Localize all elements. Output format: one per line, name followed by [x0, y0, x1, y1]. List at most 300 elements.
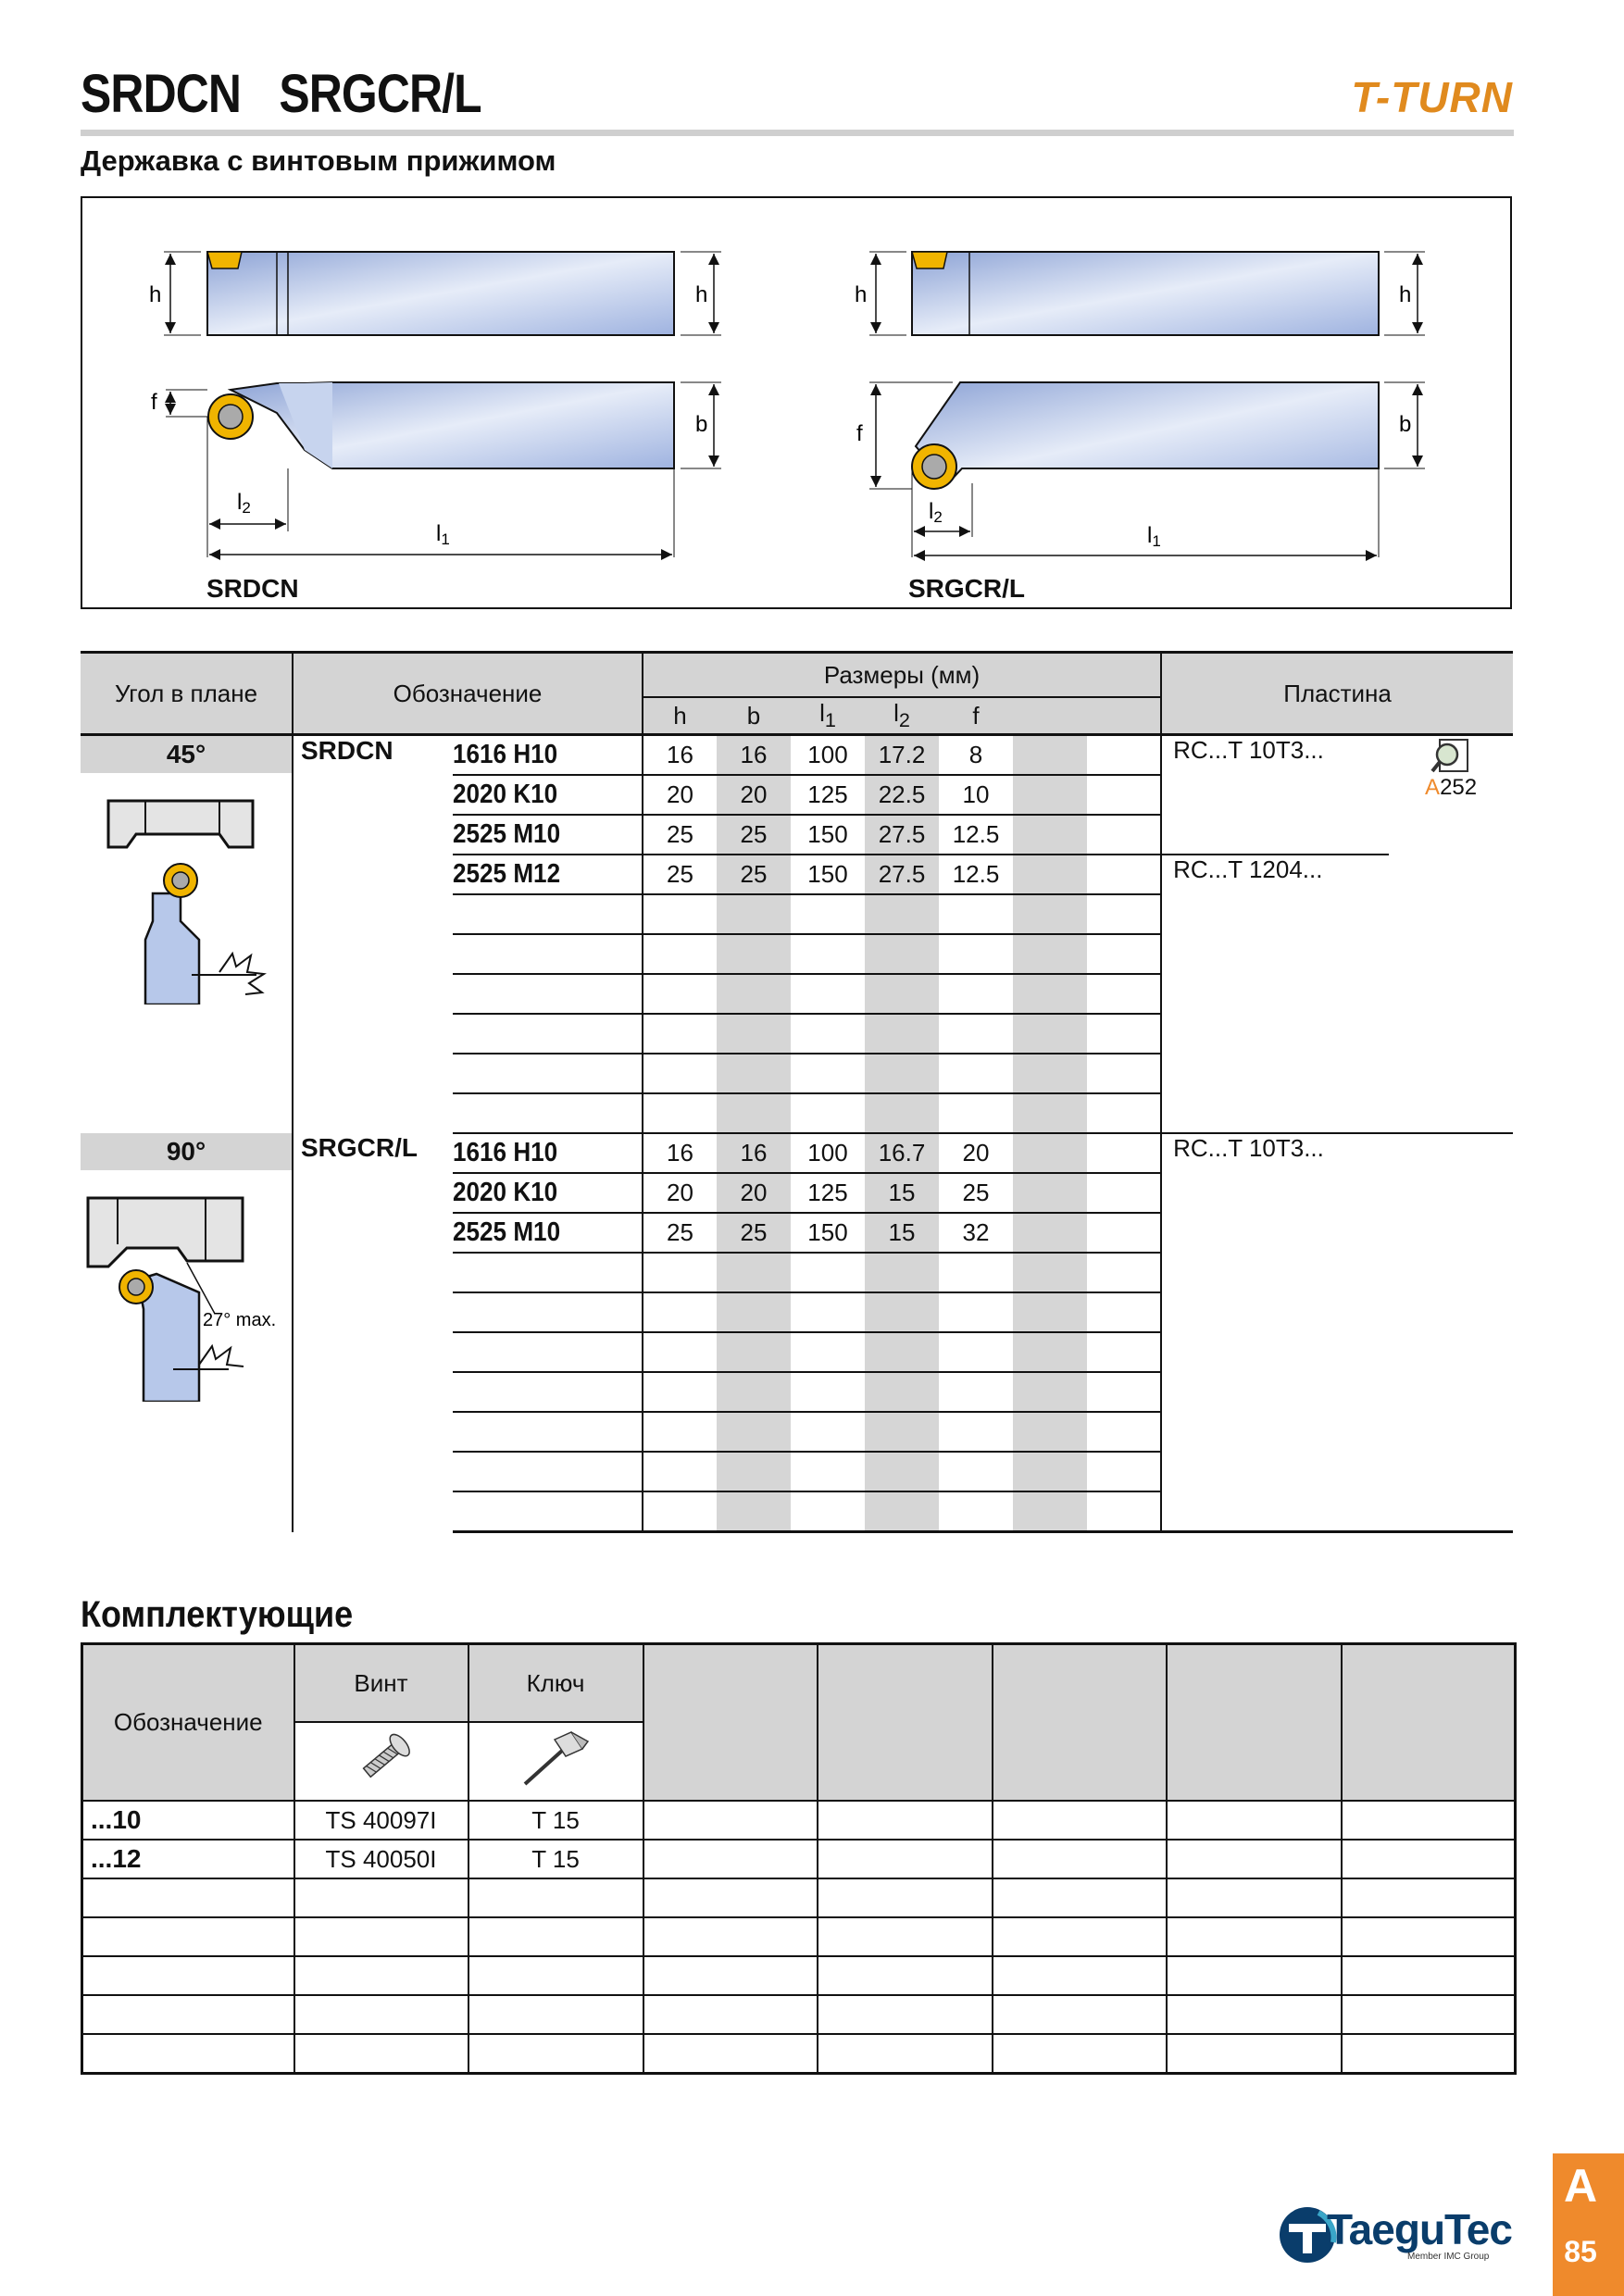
dim-f-right: f [856, 421, 863, 446]
dim-l1 [791, 974, 865, 1014]
dim-h: 20 [643, 775, 717, 815]
acc-e4 [1167, 1917, 1342, 1956]
acc-e5 [1342, 1995, 1516, 2034]
dim-b [717, 1054, 791, 1093]
acc-code [82, 1995, 294, 2034]
dim-x1 [1013, 1253, 1087, 1292]
dim-f [939, 1253, 1013, 1292]
dim-b-left: b [695, 412, 708, 437]
dim-x2 [1087, 1253, 1161, 1292]
dim-x2 [1087, 1412, 1161, 1452]
dim-b [717, 1452, 791, 1491]
designation-code [453, 1372, 624, 1412]
dim-x1 [1013, 1133, 1087, 1173]
dim-f [939, 1292, 1013, 1332]
table-row [81, 1133, 1513, 1173]
designation-code [453, 1093, 624, 1133]
svg-text:27° max.: 27° max. [203, 1310, 277, 1331]
acc-e4 [1167, 2034, 1342, 2074]
taegutec-logo-sub: Member IMC Group [1407, 2252, 1490, 2262]
dim-x2 [1087, 855, 1161, 894]
dim-x1 [1013, 735, 1087, 776]
angle-cell [81, 1133, 293, 1532]
insert-type: RC...T 1204... [1161, 855, 1389, 894]
dim-b [717, 1491, 791, 1532]
dim-l1 [791, 1054, 865, 1093]
dim-x2 [1087, 775, 1161, 815]
dim-x1 [1013, 855, 1087, 894]
t-turn-brand-logo: T-TURN [1351, 73, 1513, 121]
dim-x1 [1013, 1173, 1087, 1213]
dim-x2 [1087, 1491, 1161, 1532]
dim-h [643, 1372, 717, 1412]
dim-l2-left: l2 [237, 490, 251, 517]
dim-x1 [1013, 1452, 1087, 1491]
dim-b [717, 1253, 791, 1292]
acc-screw [294, 1917, 468, 1956]
dim-b [717, 1412, 791, 1452]
page-subtitle: Державка с винтовым прижимом [81, 144, 556, 177]
section-letter: A [1563, 2160, 1598, 2212]
catalog-ref [1389, 1452, 1513, 1491]
group-90 [81, 1133, 1513, 1532]
angle-value: 45° [81, 736, 292, 773]
dim-x2 [1087, 1292, 1161, 1332]
catalog-ref [1389, 1093, 1513, 1133]
dim-b: 25 [717, 1213, 791, 1253]
dim-x2 [1087, 1213, 1161, 1253]
acc-e2 [818, 1917, 993, 1956]
col-header-f: f [939, 697, 1013, 735]
dim-x2 [1087, 1133, 1161, 1173]
dim-l1: 125 [791, 775, 865, 815]
figure-label-srgcr: SRGCR/L [908, 574, 1025, 603]
angle-value: 90° [81, 1133, 292, 1170]
col-header-b: b [717, 697, 791, 735]
dim-l2-right: l2 [929, 499, 943, 526]
dim-x1 [1013, 974, 1087, 1014]
dim-h [643, 1491, 717, 1532]
dim-f [939, 894, 1013, 934]
dim-x2 [1087, 974, 1161, 1014]
acc-e3 [993, 1801, 1167, 1840]
acc-code [82, 1917, 294, 1956]
acc-code [82, 1956, 294, 1995]
dim-h: 25 [643, 815, 717, 855]
title-srdcn: SRDCN [81, 64, 242, 124]
dim-l1 [791, 1372, 865, 1412]
dim-l2 [865, 974, 939, 1014]
col-header-l2: $l_2$ [865, 697, 939, 735]
dim-h [643, 1054, 717, 1093]
dim-l2: 16.7 [865, 1133, 939, 1173]
acc-e5 [1342, 1956, 1516, 1995]
dim-l2 [865, 1054, 939, 1093]
acc-screw: TS 40050I [294, 1840, 468, 1878]
group-45 [81, 735, 1513, 1134]
dim-x1 [1013, 775, 1087, 815]
dim-l2 [865, 1412, 939, 1452]
dim-h: 25 [643, 855, 717, 894]
dim-b: 16 [717, 1133, 791, 1173]
dim-x2 [1087, 1054, 1161, 1093]
insert-type: RC...T 10T3... [1161, 1133, 1389, 1173]
catalog-page-ref[interactable]: A252 [1425, 775, 1478, 801]
catalog-ref [1389, 1133, 1513, 1173]
holders-table [81, 651, 1513, 1533]
angle-cell [81, 735, 293, 1134]
dim-f: 8 [939, 735, 1013, 776]
acc-e5 [1342, 1878, 1516, 1917]
dim-h [643, 1292, 717, 1332]
dim-l2 [865, 1093, 939, 1133]
dim-x2 [1087, 1372, 1161, 1412]
dim-b [717, 1332, 791, 1372]
dim-l1 [791, 934, 865, 974]
dim-l1 [791, 1253, 865, 1292]
dim-l1 [791, 1332, 865, 1372]
col-header-insert: Пластина [1161, 653, 1513, 735]
designation-code [453, 1292, 624, 1332]
dim-x2 [1087, 815, 1161, 855]
dim-l1-right: l1 [1147, 523, 1161, 550]
drawing-box [81, 196, 1512, 609]
figure-label-srdcn: SRDCN [206, 574, 299, 603]
acc-screw [294, 1878, 468, 1917]
acc-screw [294, 1995, 468, 2034]
dim-l2: 27.5 [865, 815, 939, 855]
dim-b: 25 [717, 855, 791, 894]
dim-l2: 15 [865, 1173, 939, 1213]
designation-code: 1616 H10 [453, 735, 624, 776]
acc-screw [294, 1956, 468, 1995]
col-header-angle: Угол в плане [81, 653, 293, 735]
acc-header-key: Ключ [468, 1644, 643, 1723]
dim-f: 12.5 [939, 855, 1013, 894]
insert-type [1161, 1412, 1389, 1452]
dim-x1 [1013, 1292, 1087, 1332]
dim-f [939, 1412, 1013, 1452]
acc-e1 [643, 1840, 818, 1878]
dim-x1 [1013, 1412, 1087, 1452]
col-header-designation: Обозначение [293, 653, 643, 735]
insert-type [1161, 1253, 1389, 1292]
holder-drawings [82, 198, 1510, 607]
dim-l2 [865, 1452, 939, 1491]
acc-e1 [643, 1956, 818, 1995]
dim-l1: 150 [791, 1213, 865, 1253]
dim-l2 [865, 894, 939, 934]
insert-type [1161, 1372, 1389, 1412]
dim-x2 [1087, 1173, 1161, 1213]
dim-f [939, 1491, 1013, 1532]
insert-type [1161, 1054, 1389, 1093]
designation-code [453, 934, 624, 974]
dim-f [939, 1452, 1013, 1491]
designation-code: 1616 H10 [453, 1133, 624, 1173]
dim-f-left: f [151, 390, 157, 415]
dim-h-right-b: h [1399, 282, 1412, 307]
srdcn-45-illustration [81, 773, 293, 1004]
acc-e4 [1167, 1840, 1342, 1878]
dim-f [939, 974, 1013, 1014]
acc-e2 [818, 1801, 993, 1840]
dim-h: 25 [643, 1213, 717, 1253]
dim-b [717, 894, 791, 934]
insert-type [1161, 894, 1389, 934]
dim-x2 [1087, 934, 1161, 974]
designation-code [453, 1491, 624, 1532]
dim-l2 [865, 1372, 939, 1412]
acc-e1 [643, 1801, 818, 1840]
srdcn-side-view [149, 252, 721, 335]
dim-b: 16 [717, 735, 791, 776]
dim-f: 10 [939, 775, 1013, 815]
acc-e3 [993, 1995, 1167, 2034]
designation-code: 2020 K10 [453, 1173, 624, 1213]
designation-code [453, 1452, 624, 1491]
srgcr-90-illustration [81, 1170, 293, 1402]
catalog-ref [1389, 1253, 1513, 1292]
dim-b [717, 1093, 791, 1133]
insert-type [1161, 1491, 1389, 1532]
acc-key: T 15 [468, 1801, 643, 1840]
catalog-ref [1389, 815, 1513, 855]
dim-f [939, 934, 1013, 974]
dim-b: 25 [717, 815, 791, 855]
dim-x1 [1013, 1014, 1087, 1054]
dim-b [717, 934, 791, 974]
dim-b [717, 1014, 791, 1054]
designation-code [453, 1332, 624, 1372]
designation-code [453, 1412, 624, 1452]
title-srgcr: SRGCR/L [279, 64, 481, 124]
dim-h [643, 894, 717, 934]
designation-code: 2020 K10 [453, 775, 624, 815]
srgcr-top-view [856, 382, 1425, 557]
catalog-ref [1389, 1332, 1513, 1372]
dim-h [643, 1093, 717, 1133]
insert-type [1161, 1014, 1389, 1054]
magnifier-icon[interactable] [1430, 738, 1471, 775]
acc-e3 [993, 1956, 1167, 1995]
acc-e4 [1167, 1995, 1342, 2034]
dim-h [643, 1014, 717, 1054]
dim-x2 [1087, 1452, 1161, 1491]
acc-e3 [993, 1840, 1167, 1878]
dim-x2 [1087, 735, 1161, 776]
insert-type [1161, 1213, 1389, 1253]
acc-e3 [993, 1878, 1167, 1917]
acc-key [468, 2034, 643, 2074]
dim-b [717, 1372, 791, 1412]
page-number: 85 [1564, 2235, 1597, 2268]
catalog-ref [1389, 1292, 1513, 1332]
catalog-ref [1389, 1173, 1513, 1213]
dim-b: 20 [717, 775, 791, 815]
dim-x2 [1087, 1332, 1161, 1372]
catalog-ref [1389, 1054, 1513, 1093]
acc-e1 [643, 2034, 818, 2074]
designation-code [453, 1253, 624, 1292]
dim-h [643, 1412, 717, 1452]
dim-l2 [865, 1014, 939, 1054]
insert-type [1161, 1173, 1389, 1213]
dim-x2 [1087, 1093, 1161, 1133]
dim-h-right-a: h [855, 282, 868, 307]
table-row [82, 1801, 1516, 1840]
dim-l1: 100 [791, 1133, 865, 1173]
table-row [82, 1995, 1516, 2034]
dim-h [643, 934, 717, 974]
dim-b [717, 974, 791, 1014]
dim-f [939, 1332, 1013, 1372]
catalog-ref [1389, 1213, 1513, 1253]
dim-h: 16 [643, 735, 717, 776]
insert-type [1161, 1332, 1389, 1372]
acc-code [82, 2034, 294, 2074]
accessories-title: Комплектующие [81, 1594, 354, 1635]
dim-x2 [1087, 1014, 1161, 1054]
dim-x1 [1013, 1491, 1087, 1532]
catalog-ref [1389, 1412, 1513, 1452]
acc-key [468, 1995, 643, 2034]
catalog-ref [1389, 974, 1513, 1014]
designation-code: 2525 M10 [453, 815, 624, 855]
acc-screw: TS 40097I [294, 1801, 468, 1840]
dim-h [643, 1253, 717, 1292]
family-name: SRDCN [293, 735, 453, 1134]
table-row [82, 1956, 1516, 1995]
acc-e2 [818, 1995, 993, 2034]
table-row [81, 735, 1513, 776]
dim-l2 [865, 1491, 939, 1532]
dim-l1: 100 [791, 735, 865, 776]
page-title [81, 63, 481, 125]
acc-key [468, 1878, 643, 1917]
insert-type [1161, 775, 1389, 815]
catalog-ref [1389, 1372, 1513, 1412]
accessories-table [81, 1642, 1517, 2075]
srdcn-top-view [151, 382, 721, 557]
screw-icon [294, 1722, 468, 1801]
family-name: SRGCR/L [293, 1133, 453, 1532]
dim-h [643, 1332, 717, 1372]
acc-code: ...10 [82, 1801, 294, 1840]
insert-type [1161, 815, 1389, 855]
acc-e5 [1342, 1917, 1516, 1956]
dim-b-right: b [1399, 412, 1412, 437]
acc-e3 [993, 2034, 1167, 2074]
acc-screw [294, 2034, 468, 2074]
srgcr-side-view [855, 252, 1425, 335]
col-header-l1: $l_1$ [791, 697, 865, 735]
acc-e4 [1167, 1801, 1342, 1840]
dim-l1 [791, 1093, 865, 1133]
designation-code [453, 1014, 624, 1054]
acc-e5 [1342, 1801, 1516, 1840]
dim-l1 [791, 1491, 865, 1532]
dim-l2: 15 [865, 1213, 939, 1253]
dim-l1 [791, 894, 865, 934]
dim-h: 16 [643, 1133, 717, 1173]
catalog-ref [1389, 934, 1513, 974]
key-icon [468, 1722, 643, 1801]
dim-h [643, 1452, 717, 1491]
dim-f: 32 [939, 1213, 1013, 1253]
acc-e2 [818, 1840, 993, 1878]
dim-f [939, 1014, 1013, 1054]
dim-h-left-a: h [149, 282, 162, 307]
designation-code [453, 894, 624, 934]
acc-e1 [643, 1917, 818, 1956]
acc-e4 [1167, 1956, 1342, 1995]
designation-code: 2525 M12 [453, 855, 624, 894]
designation-code [453, 974, 624, 1014]
dim-l2: 27.5 [865, 855, 939, 894]
catalog-ref [1389, 855, 1513, 894]
dim-l2 [865, 1253, 939, 1292]
dim-l1 [791, 1014, 865, 1054]
dim-l1-left: l1 [436, 521, 450, 548]
dim-l2: 17.2 [865, 735, 939, 776]
insert-type [1161, 1093, 1389, 1133]
dim-f: 20 [939, 1133, 1013, 1173]
dim-x1 [1013, 1093, 1087, 1133]
acc-key: T 15 [468, 1840, 643, 1878]
dim-h: 20 [643, 1173, 717, 1213]
dim-x1 [1013, 815, 1087, 855]
dim-x1 [1013, 1332, 1087, 1372]
catalog-ref [1389, 735, 1513, 816]
dim-x1 [1013, 1213, 1087, 1253]
acc-e2 [818, 1878, 993, 1917]
insert-type: RC...T 10T3... [1161, 735, 1389, 776]
dim-x1 [1013, 1054, 1087, 1093]
dim-f: 25 [939, 1173, 1013, 1213]
insert-type [1161, 974, 1389, 1014]
designation-code [453, 1054, 624, 1093]
dim-f [939, 1054, 1013, 1093]
dim-x2 [1087, 894, 1161, 934]
acc-e4 [1167, 1878, 1342, 1917]
dim-b [717, 1292, 791, 1332]
col-header-h: h [643, 697, 717, 735]
dim-l1 [791, 1292, 865, 1332]
header-rule [81, 130, 1514, 136]
dim-b: 20 [717, 1173, 791, 1213]
catalog-ref [1389, 1014, 1513, 1054]
designation-code: 2525 M10 [453, 1213, 624, 1253]
table-row [82, 2034, 1516, 2074]
acc-code: ...12 [82, 1840, 294, 1878]
taegutec-logo: TaeguTec [1327, 2205, 1512, 2253]
table-row [82, 1840, 1516, 1878]
dim-l2 [865, 1292, 939, 1332]
dim-h [643, 974, 717, 1014]
dim-f [939, 1093, 1013, 1133]
insert-type [1161, 1292, 1389, 1332]
dim-x1 [1013, 894, 1087, 934]
acc-e2 [818, 2034, 993, 2074]
col-header-dimensions: Размеры (мм) [643, 653, 1161, 698]
insert-type [1161, 1452, 1389, 1491]
dim-l1 [791, 1412, 865, 1452]
acc-key [468, 1956, 643, 1995]
catalog-ref [1389, 1491, 1513, 1532]
dim-x1 [1013, 934, 1087, 974]
table-row [82, 1878, 1516, 1917]
